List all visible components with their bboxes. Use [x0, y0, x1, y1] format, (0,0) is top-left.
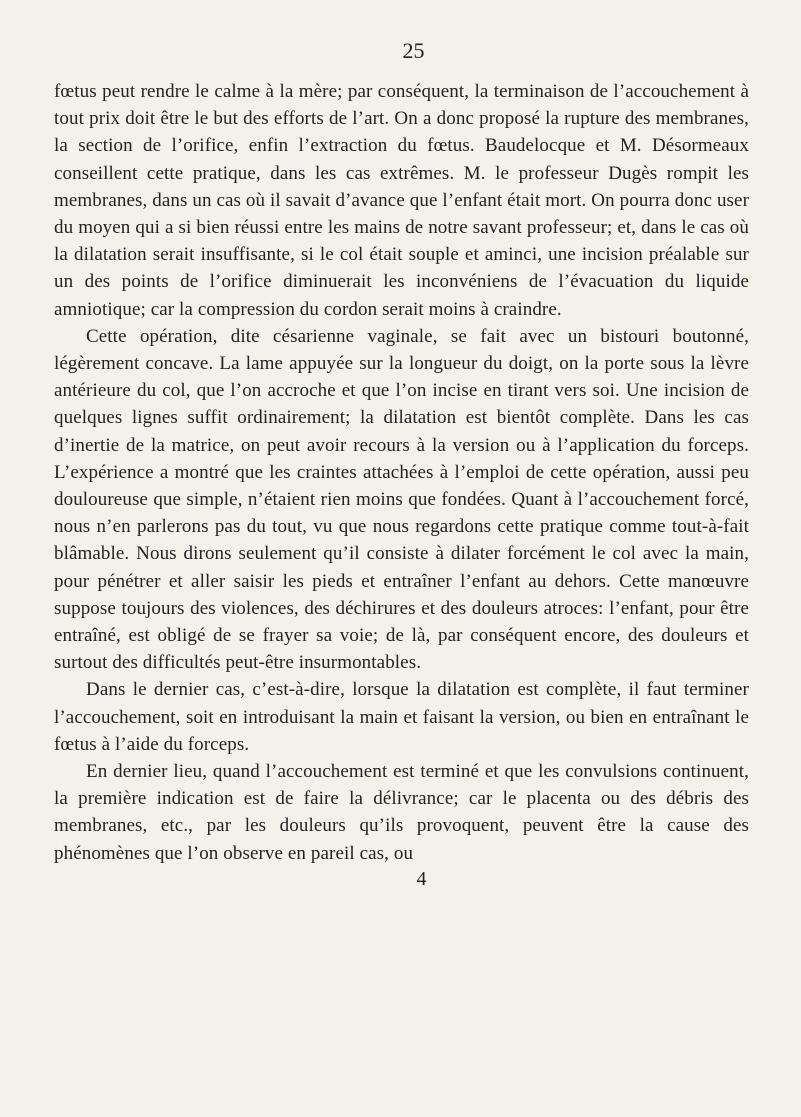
- paragraph-continuation: fœtus peut rendre le calme à la mère; par conséquent, la terminaison de l’accouchement à tout prix doit être le but des efforts de l’art. On a donc proposé la rupture des membranes, la section de l’orifice, enfin l’extraction du fœtus. Baudelocque et M. Désormeaux conseillent cette pratique, dans les cas extrêmes. M. le professeur Dugès rompit les membranes, dans un cas où il savait d’avance que l’enfant était mort. On pourra donc user du moyen qui a si bien réussi entre les mains de notre savant professeur; et, dans le cas où la dilatation serait insuffisante, si le col était souple et aminci, une incision préalable sur un des points de l’orifice diminuerait les inconvéniens de l’évacuation du liquide amniotique; car la compression du cordon serait moins à craindre.: [54, 81, 749, 320]
- page-number: 25: [402, 38, 425, 63]
- paragraph-dernier-cas: Dans le dernier cas, c’est-à-dire, lorsque la dilatation est complète, il faut terminer l’accouchement, soit en introduisant la main et faisant la version, ou bien en entraînant le fœtus à l’aide du forceps.: [54, 679, 749, 755]
- signature-mark: 4: [416, 867, 427, 890]
- paragraph-dernier-lieu: En dernier lieu, quand l’accouchement est terminé et que les convulsions continuent, la première indication est de faire la délivrance; car le placenta ou des débris des membranes, etc., par les douleurs qu’ils provoquent, peuvent être la cause des phénomènes que l’on observe en pareil cas, ou: [54, 761, 749, 864]
- paragraph-cesarienne-vaginale: Cette opération, dite césarienne vaginale, se fait avec un bistouri boutonné, légèrement concave. La lame appuyée sur la longueur du doigt, on la porte sous la lèvre antérieure du col, que l’on accroche et que l’on incise en tirant vers soi. Une incision de quelques lignes suffit ordinairement; la dilatation est bientôt complète. Dans les cas d’inertie de la matrice, on peut avoir recours à la version ou à l’application du forceps. L’expérience a montré que les craintes attachées à l’emploi de cette opération, aussi peu douloureuse que simple, n’étaient rien moins que fondées. Quant à l’accouchement forcé, nous n’en parlerons pas du tout, vu que nous regardons cette pratique comme tout-à-fait blâmable. Nous dirons seulement qu’il consiste à dilater forcément le col avec la main, pour pénétrer et aller saisir les pieds et entraîner l’enfant au dehors. Cette manœuvre suppose toujours des violences, des déchirures et des douleurs atroces: l’enfant, pour être entraîné, est obligé de se frayer sa voie; de là, par conséquent encore, des douleurs et surtout des difficultés peut-être insurmontables.: [54, 325, 749, 674]
